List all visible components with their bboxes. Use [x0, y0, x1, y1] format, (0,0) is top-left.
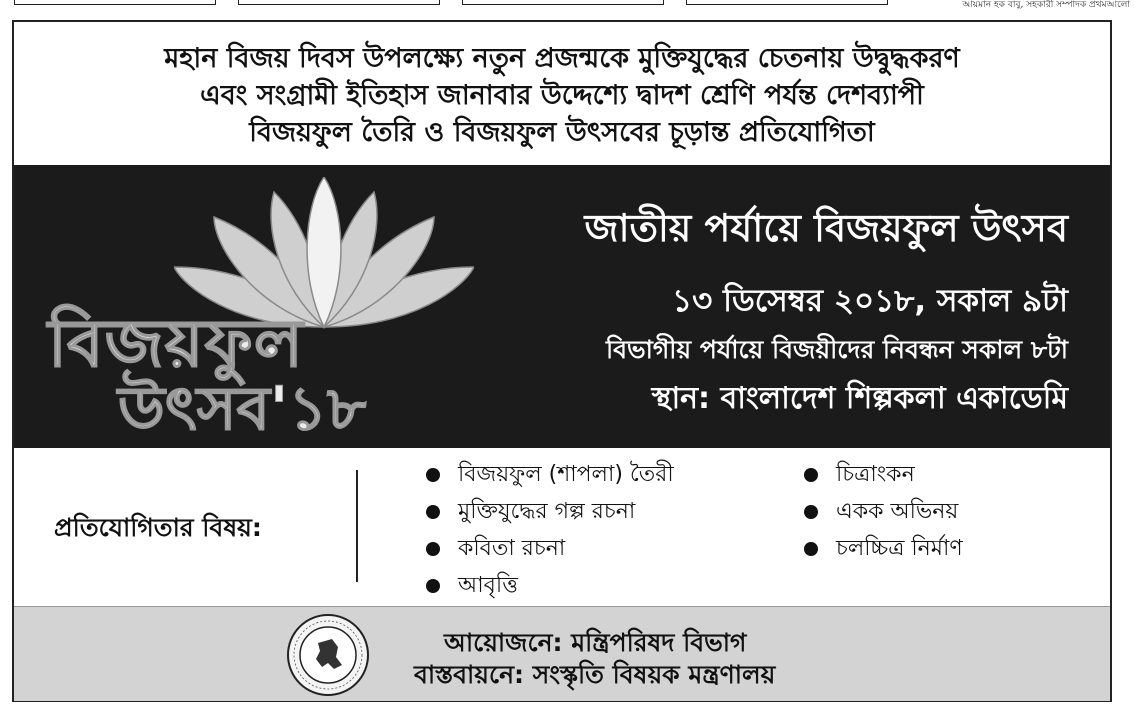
list-item [426, 499, 674, 536]
bullet-icon [426, 542, 440, 556]
event-title: জাতীয় পর্যায়ে বিজয়ফুল উৎসব [584, 206, 1068, 250]
bullet-icon [804, 468, 818, 482]
logo-text: বিজয়ফুল [48, 304, 304, 382]
event-registration: বিভাগীয় পর্যায়ে বিজয়ীদের নিবন্ধন সকাল ৮টা [605, 335, 1068, 364]
logo-text: উৎসব'১৮ [118, 374, 367, 444]
competition-topics [14, 448, 1110, 606]
topics-list [804, 462, 963, 573]
adjacent-ad-note: আয়মান হক বাবু, সহকারী সম্পাদক প্রথমআলো [962, 0, 1130, 10]
bullet-icon [426, 579, 440, 593]
bullet-icon [426, 468, 440, 482]
bullet-icon [426, 505, 440, 519]
event-datetime: ১৩ ডিসেম্বর ২০১৮, সকাল ৯টা [672, 283, 1068, 319]
list-item [426, 536, 674, 573]
list-item [804, 499, 963, 536]
footer [14, 606, 1110, 701]
bullet-icon [804, 542, 818, 556]
implementer-text: বাস্তবায়নে: সংস্কৃতি বিষয়ক মন্ত্রণালয় [414, 660, 776, 689]
event-band [14, 165, 1110, 448]
headline-line: মহান বিজয় দিবস উপলক্ষ্যে নতুন প্রজন্মকে মুক্তিযুদ্ধের চেতনায় উদ্বুদ্ধকরণ [164, 43, 960, 74]
topic-label: কবিতা রচনা [458, 536, 566, 561]
organizer-text: আয়োজনে: মন্ত্রিপরিষদ বিভাগ [444, 628, 747, 657]
divider [356, 470, 358, 582]
adjacent-ad-box [14, 0, 216, 5]
topics-list [426, 462, 674, 610]
topic-label: একক অভিনয় [836, 499, 959, 524]
headline-line: বিজয়ফুল তৈরি ও বিজয়ফুল উৎসবের চূড়ান্ত প্রতিযোগিতা [249, 117, 875, 148]
adjacent-ads-strip [0, 0, 1134, 16]
topic-label: চিত্রাংকন [836, 462, 915, 487]
topic-label: মুক্তিযুদ্ধের গল্প রচনা [458, 499, 636, 524]
list-item [426, 462, 674, 499]
topic-label: বিজয়ফুল (শাপলা) তৈরী [458, 462, 674, 487]
advertisement [12, 20, 1112, 702]
list-item [426, 573, 674, 610]
adjacent-ad-box [238, 0, 440, 5]
headline-line: এবং সংগ্রামী ইতিহাস জানাবার উদ্দেশ্যে দ্বাদশ শ্রেণি পর্যন্ত দেশব্যাপী [200, 80, 924, 111]
headline [14, 22, 1110, 165]
bullet-icon [804, 505, 818, 519]
list-item [804, 462, 963, 499]
adjacent-ad-box [462, 0, 664, 5]
list-item [804, 536, 963, 573]
topic-label: চলচ্চিত্র নির্মাণ [836, 536, 963, 561]
government-seal-icon [286, 613, 370, 697]
event-venue: স্থান: বাংলাদেশ শিল্পকলা একাডেমি [651, 381, 1068, 416]
adjacent-ad-box [686, 0, 888, 5]
topics-label: প্রতিযোগিতার বিষয়: [54, 513, 262, 542]
topic-label: আবৃত্তি [458, 573, 518, 598]
